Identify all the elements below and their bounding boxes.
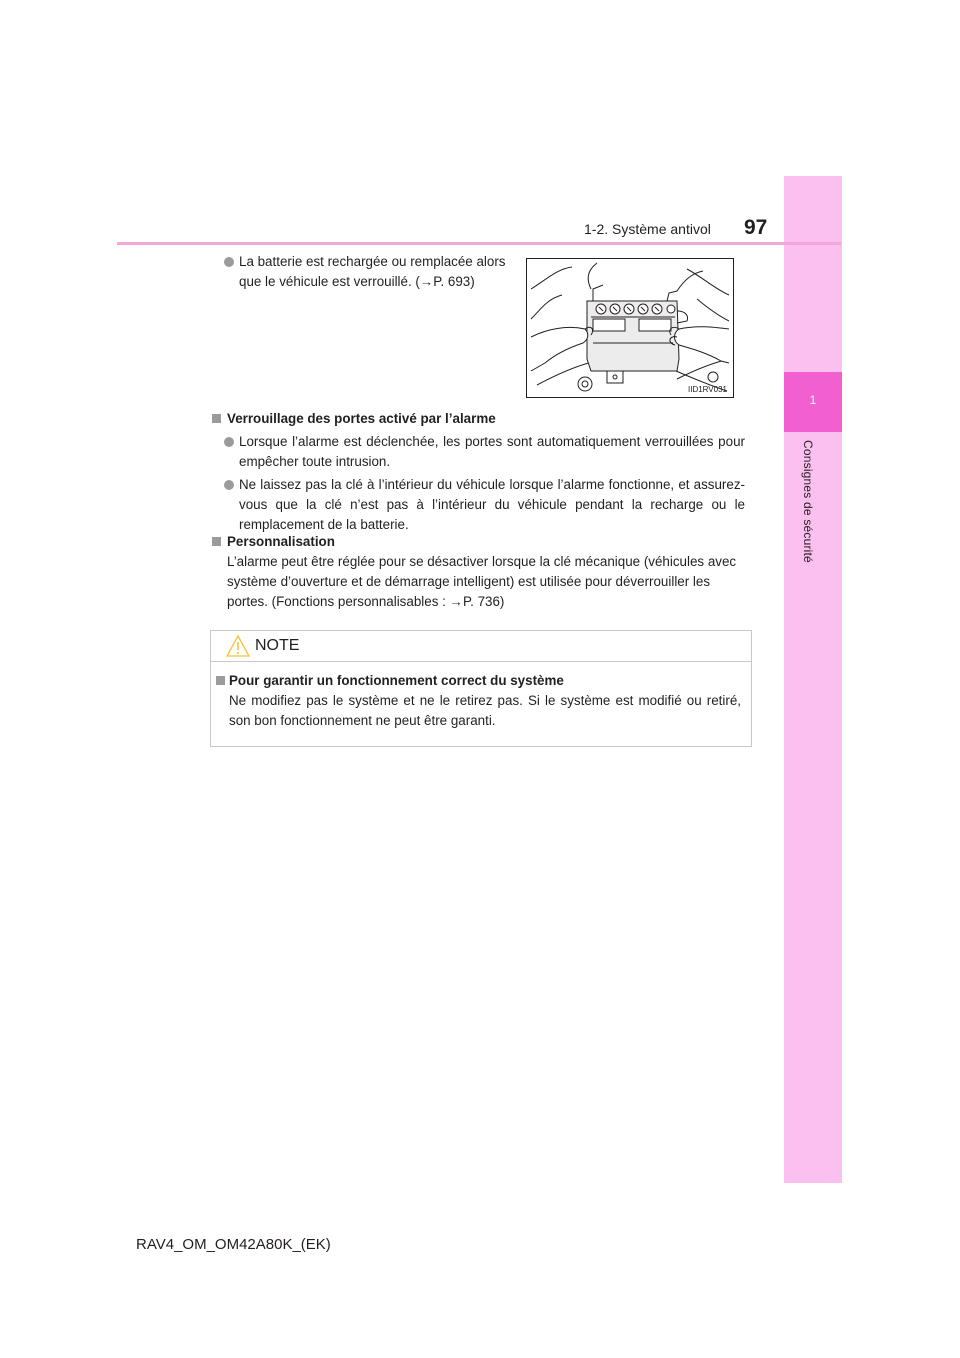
illustration-code: IID1RV031 [688, 385, 727, 394]
intro-bullet-line1: La batterie est rechargée ou remplacée alors [239, 254, 506, 269]
battery-illustration-icon [527, 259, 733, 397]
custom-title: Personnalisation [227, 534, 335, 549]
chapter-label: Consignes de sécurité [801, 440, 815, 563]
note-label: NOTE [255, 637, 300, 654]
bullet-dot [224, 437, 234, 447]
note-body: Ne modifiez pas le système et ne le retirez pas. Si le système est modifié ou retiré, son bon fonctionnement ne peut être garanti. [229, 693, 741, 728]
note-header [211, 631, 751, 662]
side-tab [784, 176, 842, 1183]
door-lock-bullet1: Lorsque l’alarme est déclenchée, les portes sont automatiquement verrouillées pour empêcher toute intrusion. [239, 434, 745, 469]
header-rule [117, 242, 841, 245]
note-square-bullet [216, 676, 225, 685]
doc-code: RAV4_OM_OM42A80K_(EK) [136, 1236, 331, 1253]
bullet-dot [224, 480, 234, 490]
battery-replacement-illustration [526, 258, 734, 398]
page-number: 97 [744, 216, 768, 239]
custom-body: L’alarme peut être réglée pour se désactiver lorsque la clé mécanique (véhicules avec système d’ouverture et de démarrage intelligent) est utilisée pour déverrouiller les portes. (Fonctions personnalisables : →P. 736) [227, 554, 737, 609]
note-box [210, 630, 752, 747]
bullet-dot [224, 257, 234, 267]
note-title: Pour garantir un fonctionnement correct du système [229, 673, 564, 688]
intro-bullet-line2: que le véhicule est verrouillé. (→P. 693) [239, 274, 475, 289]
warning-triangle-icon [226, 635, 250, 657]
door-lock-bullet2: Ne laissez pas la clé à l’intérieur du véhicule lorsque l’alarme fonctionne, et assurez-vous que la clé n’est pas à l’intérieur du véhicule pendant la recharge ou le remplacement de la batterie. [239, 477, 745, 532]
section-square-bullet [212, 414, 221, 423]
door-lock-title: Verrouillage des portes activé par l’alarme [227, 411, 496, 426]
chapter-number: 1 [809, 393, 817, 407]
section-title: 1-2. Système antivol [584, 221, 711, 237]
section-square-bullet [212, 537, 221, 546]
